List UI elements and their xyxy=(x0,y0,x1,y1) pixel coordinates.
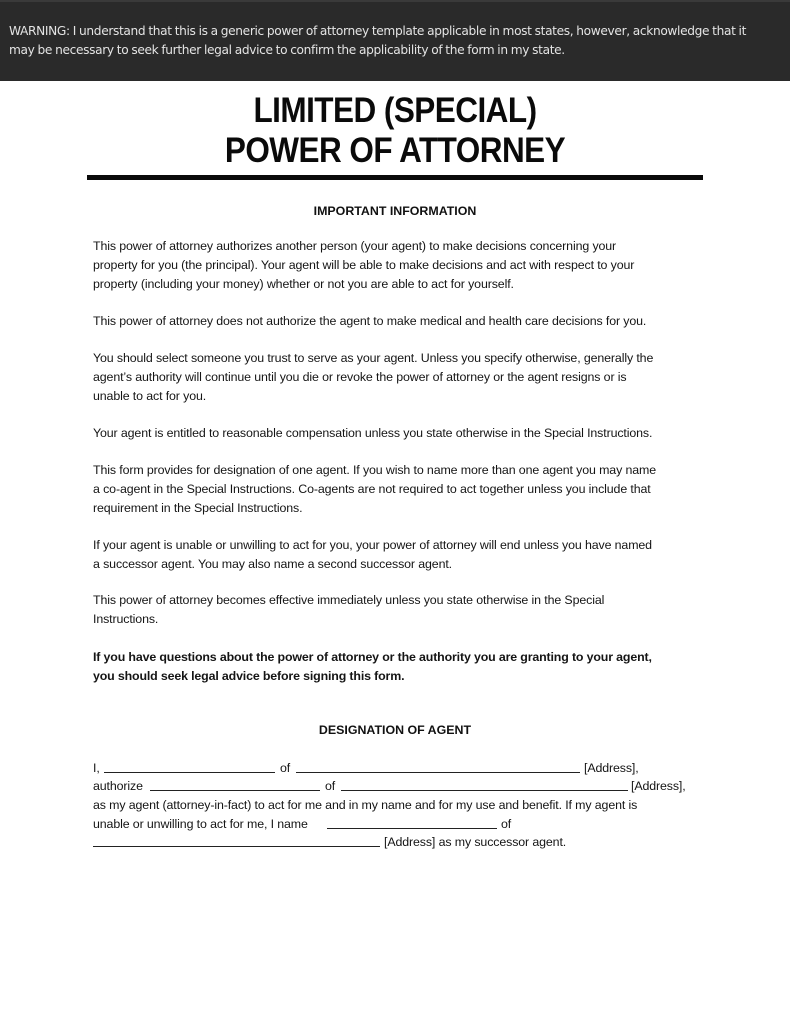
title-divider xyxy=(87,175,703,180)
document-title-line-1: LIMITED (SPECIAL) xyxy=(253,91,537,130)
warning-line: may be necessary to seek further legal advice to confirm the applicability of the form in my state. xyxy=(9,43,565,57)
notice-line: you should seek legal advice before signing this form. xyxy=(93,668,405,683)
successor-address-field[interactable] xyxy=(93,833,380,847)
paragraph-line: a co-agent in the Special Instructions. Co-agents are not required to act together unless you include that xyxy=(93,481,651,496)
successor-address-label: [Address] as my successor agent. xyxy=(384,835,567,849)
info-paragraph xyxy=(93,424,703,443)
designation-of-agent-heading: DESIGNATION OF AGENT xyxy=(318,723,472,737)
paragraph-line: If your agent is unable or unwilling to act for you, your power of attorney will end unless you have named xyxy=(93,538,652,552)
of-label: of xyxy=(280,761,291,775)
paragraph-line: This power of attorney becomes effective immediately unless you state otherwise in the Special xyxy=(93,593,605,607)
important-information-heading: IMPORTANT INFORMATION xyxy=(313,204,477,218)
legal-advice-notice xyxy=(93,648,703,686)
principal-prefix: I, xyxy=(93,761,100,775)
principal-name-field[interactable] xyxy=(104,759,275,773)
paragraph-line: unable to act for you. xyxy=(93,388,207,403)
designation-line-principal xyxy=(93,759,703,777)
agent-address-field[interactable] xyxy=(341,777,628,791)
warning-line: WARNING: I understand that this is a generic power of attorney template applicable in most states, however, acknowledge that it xyxy=(9,24,747,38)
of-label: of xyxy=(325,779,336,793)
paragraph-line: Instructions. xyxy=(93,611,159,626)
info-paragraph xyxy=(93,461,703,517)
address-label: [Address], xyxy=(631,779,686,793)
warning-text xyxy=(9,22,784,60)
info-paragraph xyxy=(93,591,703,629)
agent-name-field[interactable] xyxy=(150,777,320,791)
info-paragraph xyxy=(93,349,703,405)
designation-line-successor-address xyxy=(93,833,703,851)
info-paragraph xyxy=(93,536,703,574)
authorize-label: authorize xyxy=(93,779,143,793)
successor-name-field[interactable] xyxy=(327,815,497,829)
principal-address-field[interactable] xyxy=(296,759,580,773)
paragraph-line: This form provides for designation of one agent. If you wish to name more than one agent you may name xyxy=(93,463,656,477)
paragraph-line: property (including your money) whether or not you are able to act for yourself. xyxy=(93,276,514,291)
of-label: of xyxy=(501,817,512,831)
paragraph-line: agent’s authority will continue until you die or revoke the power of attorney or the agent resigns or is xyxy=(93,369,627,384)
paragraph-line: a successor agent. You may also name a second successor agent. xyxy=(93,556,452,571)
paragraph-line: requirement in the Special Instructions. xyxy=(93,500,303,515)
paragraph-line: You should select someone you trust to serve as your agent. Unless you specify otherwise, generally the xyxy=(93,351,654,365)
address-label: [Address], xyxy=(584,761,639,775)
info-paragraph xyxy=(93,237,703,293)
designation-line-successor xyxy=(93,815,703,833)
notice-line: If you have questions about the power of attorney or the authority you are granting to your agent, xyxy=(93,650,652,664)
info-paragraph xyxy=(93,312,703,331)
paragraph-line: Your agent is entitled to reasonable compensation unless you state otherwise in the Special Instructions. xyxy=(93,426,653,440)
successor-prefix: unable or unwilling to act for me, I name xyxy=(93,817,308,831)
paragraph-line: property for you (the principal). Your agent will be able to make decisions and act with respect to your xyxy=(93,257,635,272)
paragraph-line: This power of attorney authorizes another person (your agent) to make decisions concerning your xyxy=(93,239,617,253)
warning-banner xyxy=(0,0,790,81)
document-title-line-2: POWER OF ATTORNEY xyxy=(224,131,566,170)
paragraph-line: This power of attorney does not authorize the agent to make medical and health care decisions for you. xyxy=(93,314,647,328)
designation-line-agent xyxy=(93,777,703,795)
designation-line-authority: as my agent (attorney-in-fact) to act for me and in my name and for my use and benefit. If my agent is xyxy=(93,798,638,812)
